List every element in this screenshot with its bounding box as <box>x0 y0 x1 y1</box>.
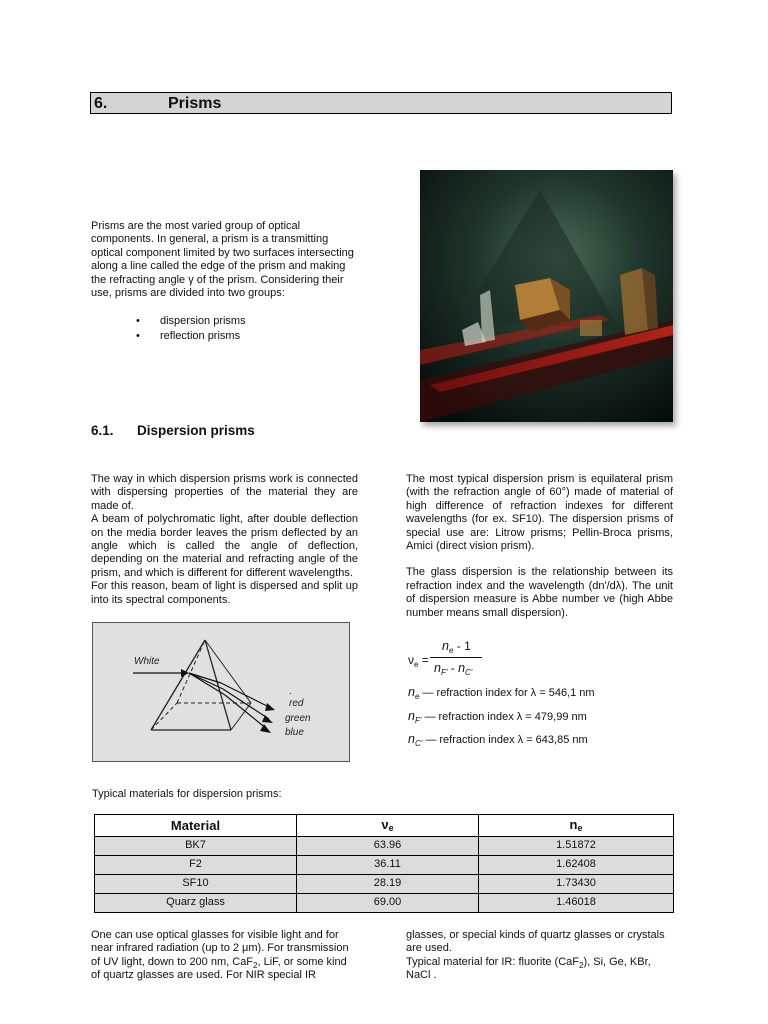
definition-ne: $n_e$ — refraction index for λ = 546,1 nm <box>408 685 595 701</box>
cell-material: Quarz glass <box>95 894 297 913</box>
definition-nf: $n_{F'}$ — refraction index λ = 479,99 nm <box>408 709 587 725</box>
cell-index: 1.62408 <box>479 856 674 875</box>
cell-abbe: 28.19 <box>297 875 479 894</box>
abbe-formula <box>408 640 678 760</box>
blue-label: blue <box>285 727 304 738</box>
formula-numerator: $n_e - 1$ <box>442 639 471 655</box>
prism-shape <box>151 640 251 730</box>
section-title: Dispersion prisms <box>137 423 255 438</box>
paragraph: The most typical dispersion prism is equilateral prism (with the refraction angle of 60°) made of material of high difference of refraction indexes for different wavelengths (for ex. SF10). The dispersion prisms of special use are: Litrow prisms; Pellin-Broca prisms, Amici (direct vision prism). <box>406 473 673 553</box>
materials-table <box>94 814 674 913</box>
list-item: • dispersion prisms <box>91 314 246 329</box>
chapter-title: Prisms <box>168 95 222 112</box>
paragraph: The glass dispersion is the relationship between its refraction index and the wavelength (dn'/dλ). The unit of dispersion measure is Abbe number νe (high Abbe number means small dispersion). <box>406 566 673 619</box>
dispersion-diagram <box>92 622 350 762</box>
paragraph: The way in which dispersion prisms work is connected with dispersing properties of the material they are made of. <box>91 473 358 512</box>
header-abbe: νe <box>297 815 479 837</box>
table-row <box>95 856 674 875</box>
intro-paragraph: Prisms are the most varied group of optical components. In general, a prism is a transmitting optical component limited by two surfaces intersecting along a line called the edge of the prism and making the refracting angle γ of the prism. Considering their use, prisms are divided into two groups: <box>91 220 354 300</box>
chapter-header <box>90 92 672 114</box>
red-label: red <box>289 698 304 709</box>
formula-lhs: $\nu_e$ = <box>408 653 429 669</box>
prism-groups-list <box>91 314 246 344</box>
chapter-number: 6. <box>94 95 108 112</box>
table-row <box>95 837 674 856</box>
cell-index: 1.73430 <box>479 875 674 894</box>
paragraph: For this reason, beam of light is dispersed and split up into its spectral components. <box>91 580 358 606</box>
dot-mark: . <box>289 686 292 697</box>
table-row <box>95 875 674 894</box>
fraction-bar <box>430 657 482 658</box>
cell-material: F2 <box>95 856 297 875</box>
table-caption: Typical materials for dispersion prisms: <box>92 788 282 800</box>
cell-material: BK7 <box>95 837 297 856</box>
bottom-right-text: glasses, or special kinds of quartz glasses or crystals are used. Typical material for IR: fluorite (CaF$_2$), Si, Ge, KBr, NaCl . <box>406 929 665 982</box>
section-number: 6.1. <box>91 423 114 438</box>
right-column-text <box>406 473 673 620</box>
formula-denominator: $n_{F'} - n_{C'}$ <box>434 661 473 677</box>
table-row <box>95 894 674 913</box>
prisms-photo <box>420 170 673 422</box>
paragraph: A beam of polychromatic light, after double deflection on the media border leaves the prism deflected by an angle which is called the angle of deflection, depending on the material and refracting angle of the prism, and which is different for different wavelengths. <box>91 513 358 579</box>
header-index: ne <box>479 815 674 837</box>
white-light-label: White <box>134 656 160 667</box>
table-header-row <box>95 815 674 837</box>
cell-index: 1.51872 <box>479 837 674 856</box>
cell-abbe: 69.00 <box>297 894 479 913</box>
cell-material: SF10 <box>95 875 297 894</box>
header-material: Material <box>95 815 297 837</box>
cell-abbe: 63.96 <box>297 837 479 856</box>
green-label: green <box>285 713 311 724</box>
left-column-text <box>91 473 358 607</box>
bottom-left-text: One can use optical glasses for visible light and for near infrared radiation (up to 2 μm). For transmission of UV light, down to 200 nm, CaF$_2$, LiF, or some kind of quartz glasses are used. For NIR special IR <box>91 929 349 982</box>
definition-nc: $n_{C'}$ — refraction index λ = 643,85 nm <box>408 732 588 748</box>
cell-abbe: 36.11 <box>297 856 479 875</box>
cell-index: 1.46018 <box>479 894 674 913</box>
list-item: • reflection prisms <box>91 329 246 344</box>
